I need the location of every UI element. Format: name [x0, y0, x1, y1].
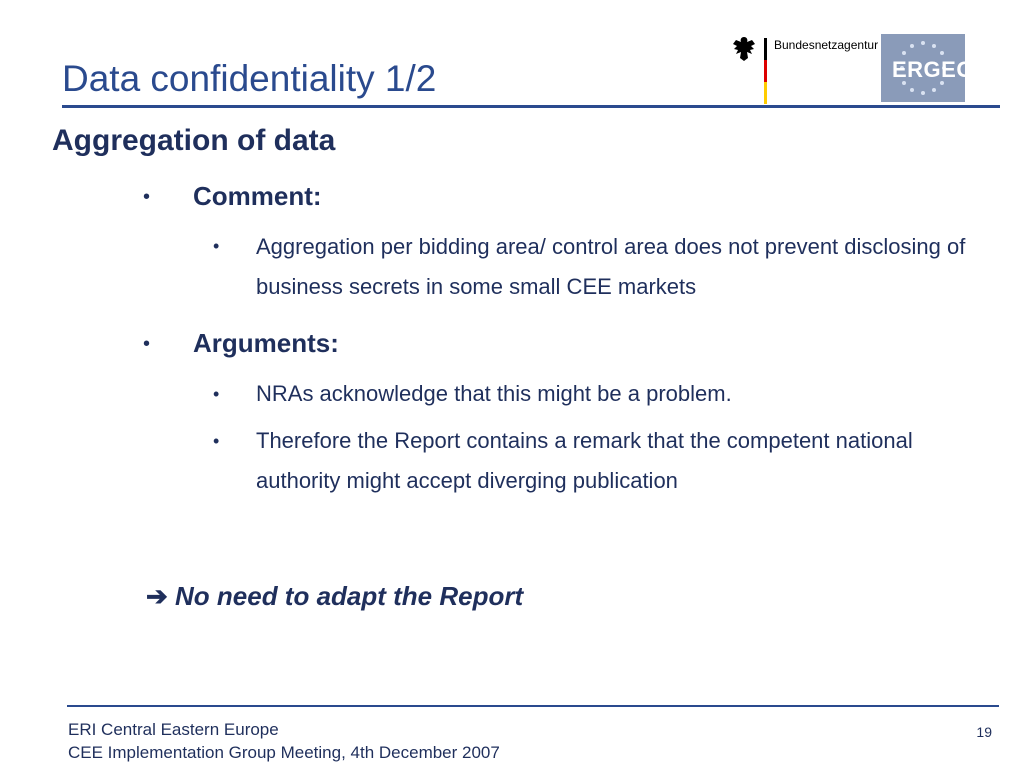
- arguments-label: Arguments:: [193, 328, 339, 358]
- section-heading: Aggregation of data: [52, 124, 336, 157]
- footer-meeting: CEE Implementation Group Meeting, 4th December 2007: [68, 743, 500, 762]
- bullet-icon: •: [143, 333, 151, 355]
- bullet-icon: •: [213, 431, 220, 451]
- ergeg-logo: [881, 34, 974, 102]
- footer-organization: ERI Central Eastern Europe: [68, 720, 279, 739]
- ergeg-label: ERGEG: [892, 57, 974, 82]
- federal-eagle-icon: [730, 34, 758, 64]
- conclusion: [146, 581, 523, 612]
- argument-item: Therefore the Report contains a remark that the competent national authority might accept diverging publication: [256, 428, 913, 493]
- conclusion-text: No need to adapt the Report: [167, 581, 524, 611]
- page-number: 19: [976, 724, 992, 740]
- bullet-icon: •: [213, 384, 220, 404]
- german-flag-bar: [764, 38, 767, 104]
- comment-item: Aggregation per bidding area/ control area does not prevent disclosing of business secrets in some small CEE markets: [256, 234, 966, 299]
- bullet-icon: •: [143, 186, 151, 208]
- arrow-right-icon: ➔: [146, 581, 168, 611]
- argument-item: NRAs acknowledge that this might be a problem.: [256, 381, 732, 406]
- footer-divider: [67, 705, 999, 707]
- bundesnetzagentur-label: Bundesnetzagentur: [774, 38, 879, 52]
- bundesnetzagentur-logo: [730, 34, 879, 106]
- slide-title: Data confidentiality 1/2: [62, 58, 437, 99]
- comment-label: Comment:: [193, 181, 322, 211]
- bullet-icon: •: [213, 236, 220, 256]
